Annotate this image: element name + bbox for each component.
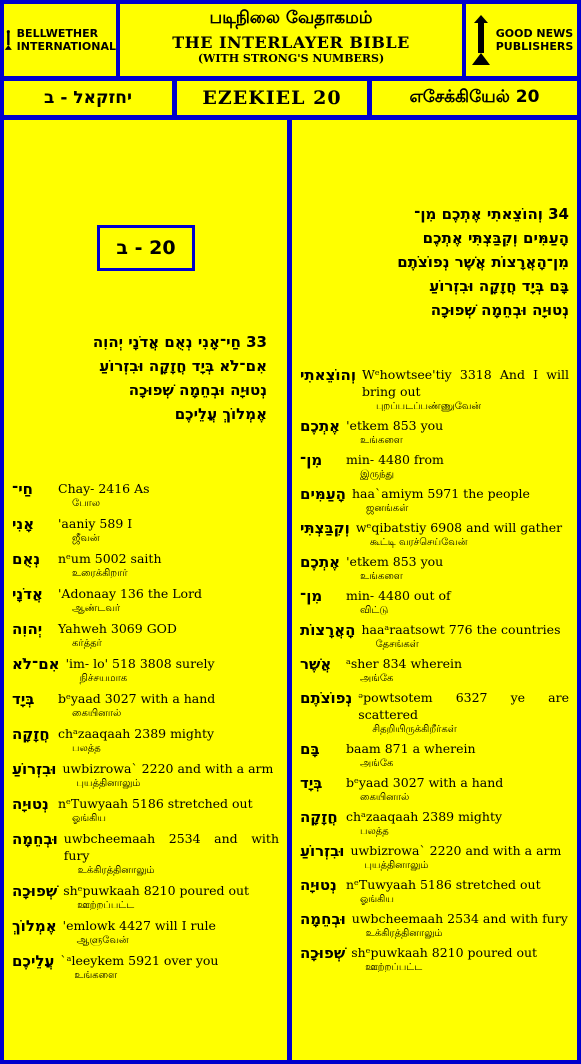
gloss-text [362, 366, 569, 414]
gloss-text [346, 587, 569, 618]
word-entry [300, 689, 569, 737]
gloss-text [346, 774, 569, 805]
word-entry [300, 740, 569, 771]
tamil-gloss: பலத்த [72, 743, 101, 754]
gloss-text [58, 515, 279, 546]
english-gloss: ᵊpowtsotem 6327 ye are scattered [358, 690, 569, 722]
tamil-gloss: உக்கிரத்தினாலும் [77, 865, 155, 876]
hebrew-word: שְׁפוּכָה [12, 882, 58, 900]
english-gloss: haaᵃraatsowt 776 the countries [361, 622, 561, 637]
word-entry [300, 485, 569, 516]
tamil-gloss: புயத்தினாலும் [364, 860, 429, 871]
english-gloss: 'aaniy 589 I [58, 516, 133, 531]
hebrew-word: אֲדֹנָי [12, 585, 43, 603]
english-gloss: bᵉyaad 3027 with a hand [58, 691, 216, 706]
hebrew-word: בְּיָד [300, 774, 323, 792]
verse-line: מִן־הָאֲרָצוֹת אֲשֶׁר נְפוֹצֹתֶם [397, 253, 569, 271]
verse-line: אֶמְלוֹךְ עֲלֵיכֶם [174, 405, 267, 423]
english-gloss: min- 4480 from [346, 452, 444, 467]
word-entry [12, 515, 279, 546]
tamil-gloss: நிச்சயமாக [79, 673, 128, 684]
hebrew-word: הָאֲרָצוֹת [300, 621, 356, 639]
tamil-gloss: அங்கே [360, 758, 394, 769]
gloss-text [58, 795, 279, 826]
hebrew-word: נְפוֹצֹתֶם [300, 689, 353, 707]
english-gloss: baam 871 a wherein [346, 741, 476, 756]
title-subtitle: (WITH STRONG'S NUMBERS) [197, 52, 385, 65]
hebrew-word: מִן־ [300, 451, 323, 469]
tamil-gloss: புறப்படப்பண்ணுவேன் [375, 401, 482, 412]
gloss-text [361, 621, 569, 652]
right-logo-line2: PUBLISHERS [495, 40, 574, 53]
english-gloss: uwbizrowa` 2220 and with a arm [350, 843, 562, 858]
title-block [120, 4, 462, 76]
english-gloss: uwbizrowa` 2220 and with a arm [62, 761, 274, 776]
left-word-list [12, 480, 279, 987]
hebrew-word: אֶתְכֶם [300, 417, 341, 435]
gloss-text [358, 689, 569, 737]
right-verse-text [302, 202, 569, 322]
english-gloss: nᵉTuwyaah 5186 stretched out [346, 877, 541, 892]
english-gloss: nᵉTuwyaah 5186 stretched out [58, 796, 253, 811]
hebrew-word: נְטוּיָה [12, 795, 49, 813]
word-entry [300, 621, 569, 652]
tamil-book-label: எசேக்கியேல் 20 [372, 81, 577, 115]
english-gloss: shᵉpuwkaah 8210 poured out [351, 945, 538, 960]
tamil-gloss: கூட்டி வரச்செய்வேன் [369, 537, 468, 548]
english-gloss: chᵃzaaqaah 2389 mighty [58, 726, 215, 741]
tamil-gloss: ஆளுவேன் [76, 935, 129, 946]
right-column [292, 120, 577, 1060]
word-entry [300, 366, 569, 414]
gloss-text [63, 882, 279, 913]
hebrew-word: חַי־ [12, 480, 33, 498]
word-entry [12, 725, 279, 756]
tamil-gloss: உங்களை [360, 435, 403, 446]
gloss-text [346, 451, 569, 482]
hebrew-word: וְהוֹצֵאתִי [300, 366, 356, 384]
gloss-text [346, 553, 569, 584]
tamil-gloss: ஓங்கிய [72, 813, 106, 824]
right-word-list [300, 366, 569, 978]
left-logo-line2: INTERNATIONAL [16, 40, 116, 53]
verse-line: נְטוּיָה וּבְחֵמָה שְׁפוּכָה [128, 381, 267, 399]
gloss-text [346, 876, 569, 907]
english-gloss: 'emlowk 4427 will I rule [62, 918, 216, 933]
gloss-text [58, 620, 279, 651]
hebrew-word: בָּם [300, 740, 320, 758]
word-entry [12, 882, 279, 913]
gloss-text [352, 910, 569, 941]
english-gloss: ᵃsher 834 wherein [346, 656, 463, 671]
tamil-gloss: ஜனங்கள் [366, 503, 409, 514]
english-gloss: haa`amiym 5971 the people [352, 486, 530, 501]
bellwether-logo-icon [4, 13, 13, 67]
gloss-text [58, 480, 279, 511]
gloss-text [346, 417, 569, 448]
word-entry [12, 952, 279, 983]
tamil-gloss: ஊற்றப்பட்ட [77, 900, 135, 911]
word-entry [300, 655, 569, 686]
gloss-text [58, 690, 279, 721]
hebrew-word: וּבְחֵמָה [12, 830, 58, 848]
tamil-gloss: ஜீவன் [72, 533, 100, 544]
word-entry [300, 910, 569, 941]
word-entry [12, 480, 279, 511]
word-entry [12, 620, 279, 651]
right-logo-text [496, 27, 574, 53]
title-tamil: படிநிலை வேதாகமம் [209, 8, 373, 28]
hebrew-word: יְהוִה [12, 620, 43, 638]
word-entry [12, 795, 279, 826]
word-entry [300, 519, 569, 550]
english-gloss: uwbcheemaah 2534 and with fury [63, 831, 279, 863]
tamil-gloss: கையினால் [72, 708, 122, 719]
verse-line: 34 וְהוֹצֵאתִי אֶתְכֶם מִן־ [414, 205, 569, 223]
hebrew-word: מִן־ [300, 587, 323, 605]
word-entry [300, 587, 569, 618]
tamil-gloss: புயத்தினாலும் [76, 778, 141, 789]
hebrew-book-label: יחזקאל - ב [4, 81, 172, 115]
left-logo [4, 4, 116, 76]
tamil-gloss: உரைக்கிறார் [72, 568, 128, 579]
hebrew-word: וּבִזְרוֹעַ [300, 842, 345, 860]
gloss-text [352, 485, 569, 516]
tamil-gloss: போல [72, 498, 101, 509]
word-entry [12, 760, 279, 791]
left-verse-text [14, 330, 267, 426]
hebrew-word: נְאֻם [12, 550, 41, 568]
word-entry [12, 655, 279, 686]
english-book-label: EZEKIEL 20 [177, 81, 367, 115]
gloss-text [58, 585, 279, 616]
english-gloss: Wᵉhowtsee'tiy 3318 And I will bring out [361, 367, 569, 399]
gloss-text [58, 550, 279, 581]
english-gloss: nᵉum 5002 saith [58, 551, 162, 566]
english-gloss: `ᵃleeykem 5921 over you [60, 953, 219, 968]
tamil-gloss: ஓங்கிய [360, 894, 394, 905]
english-gloss: 'etkem 853 you [346, 554, 444, 569]
left-column [4, 120, 287, 1060]
gloss-text [60, 952, 279, 983]
tamil-gloss: ஆண்டவர் [72, 603, 121, 614]
hebrew-word: עֲלֵיכֶם [12, 952, 55, 970]
tamil-gloss: கர்த்தர் [72, 638, 102, 649]
word-entry [300, 774, 569, 805]
good-news-logo-icon [470, 13, 492, 67]
hebrew-word: נְטוּיָה [300, 876, 337, 894]
word-entry [12, 585, 279, 616]
hebrew-word: אָנִי [12, 515, 35, 533]
hebrew-word: וּבִזְרוֹעַ [12, 760, 57, 778]
hebrew-word: הָעַמִּים [300, 485, 346, 503]
word-entry [12, 690, 279, 721]
gloss-text [351, 944, 569, 975]
tamil-gloss: அங்கே [360, 673, 394, 684]
hebrew-word: אֶתְכֶם [300, 553, 341, 571]
hebrew-word: אֶמְלוֹךְ [12, 917, 57, 935]
gloss-text [63, 917, 279, 948]
tamil-gloss: உங்களை [74, 970, 118, 981]
word-entry [300, 842, 569, 873]
gloss-text [350, 842, 569, 873]
verse-line: אִם־לֹא בְּיָד חֲזָקָה וּבִזְרוֹעַ [99, 357, 267, 375]
english-gloss: chᵃzaaqaah 2389 mighty [346, 809, 503, 824]
left-logo-text [17, 27, 116, 53]
english-gloss: Chay- 2416 As [58, 481, 150, 496]
english-gloss: 'Adonaay 136 the Lord [58, 586, 203, 601]
english-gloss: min- 4480 out of [346, 588, 451, 603]
word-entry [300, 876, 569, 907]
verse-line: בָּם בְּיָד חֲזָקָה וּבִזְרוֹעַ [429, 277, 569, 295]
tamil-gloss: தேசங்கள் [375, 639, 419, 650]
english-gloss: 'im- lo' 518 3808 surely [65, 656, 215, 671]
gloss-text [64, 830, 279, 878]
english-gloss: shᵉpuwkaah 8210 poured out [63, 883, 250, 898]
gloss-text [346, 655, 569, 686]
tamil-gloss: பலத்த [360, 826, 389, 837]
gloss-text [58, 725, 279, 756]
tamil-gloss: இருந்து [360, 469, 395, 480]
word-entry [300, 451, 569, 482]
word-entry [300, 553, 569, 584]
tamil-gloss: உங்களை [360, 571, 403, 582]
gloss-text [356, 519, 569, 550]
english-gloss: wᵉqibatstiy 6908 and will gather [355, 520, 563, 535]
english-gloss: 'etkem 853 you [346, 418, 444, 433]
hebrew-word: חֲזָקָה [300, 808, 338, 826]
tamil-gloss: விட்டு [360, 605, 389, 616]
hebrew-word: חֲזָקָה [12, 725, 50, 743]
english-gloss: Yahweh 3069 GOD [58, 621, 177, 636]
gloss-text [346, 740, 569, 771]
left-logo-line1: BELLWETHER [16, 27, 99, 40]
title-english: THE INTERLAYER BIBLE [172, 33, 410, 52]
word-entry [12, 917, 279, 948]
word-entry [300, 417, 569, 448]
word-entry [300, 808, 569, 839]
english-gloss: uwbcheemaah 2534 and with fury [351, 911, 568, 926]
verse-line: 33 חַי־אָנִי נְאֻם אֲדֹנָי יְהוִה [92, 333, 267, 351]
word-entry [12, 550, 279, 581]
hebrew-word: וּבְחֵמָה [300, 910, 346, 928]
chapter-label: 20 - ב [97, 225, 195, 271]
hebrew-word: וְקִבַּצְתִּי [300, 519, 350, 537]
tamil-gloss: கையினால் [360, 792, 410, 803]
gloss-text [346, 808, 569, 839]
right-logo-line1: GOOD NEWS [495, 27, 574, 40]
tamil-gloss: உக்கிரத்தினாலும் [365, 928, 443, 939]
hebrew-word: אֲשֶׁר [300, 655, 332, 673]
gloss-text [66, 655, 279, 686]
tamil-gloss: ஊற்றப்பட்ட [365, 962, 423, 973]
hebrew-word: בְּיָד [12, 690, 35, 708]
verse-line: הָעַמִּים וְקִבַּצְתִּי אֶתְכֶם [422, 229, 569, 247]
verse-line: נְטוּיָה וּבְחֵמָה שְׁפוּכָה [430, 301, 569, 319]
word-entry [300, 944, 569, 975]
hebrew-word: שְׁפוּכָה [300, 944, 346, 962]
english-gloss: bᵉyaad 3027 with a hand [346, 775, 504, 790]
tamil-gloss: சிதறியிருக்கிறீர்கள் [372, 724, 457, 735]
gloss-text [62, 760, 279, 791]
word-entry [12, 830, 279, 878]
right-logo [466, 4, 577, 76]
hebrew-word: אִם־לֹא [12, 655, 60, 673]
